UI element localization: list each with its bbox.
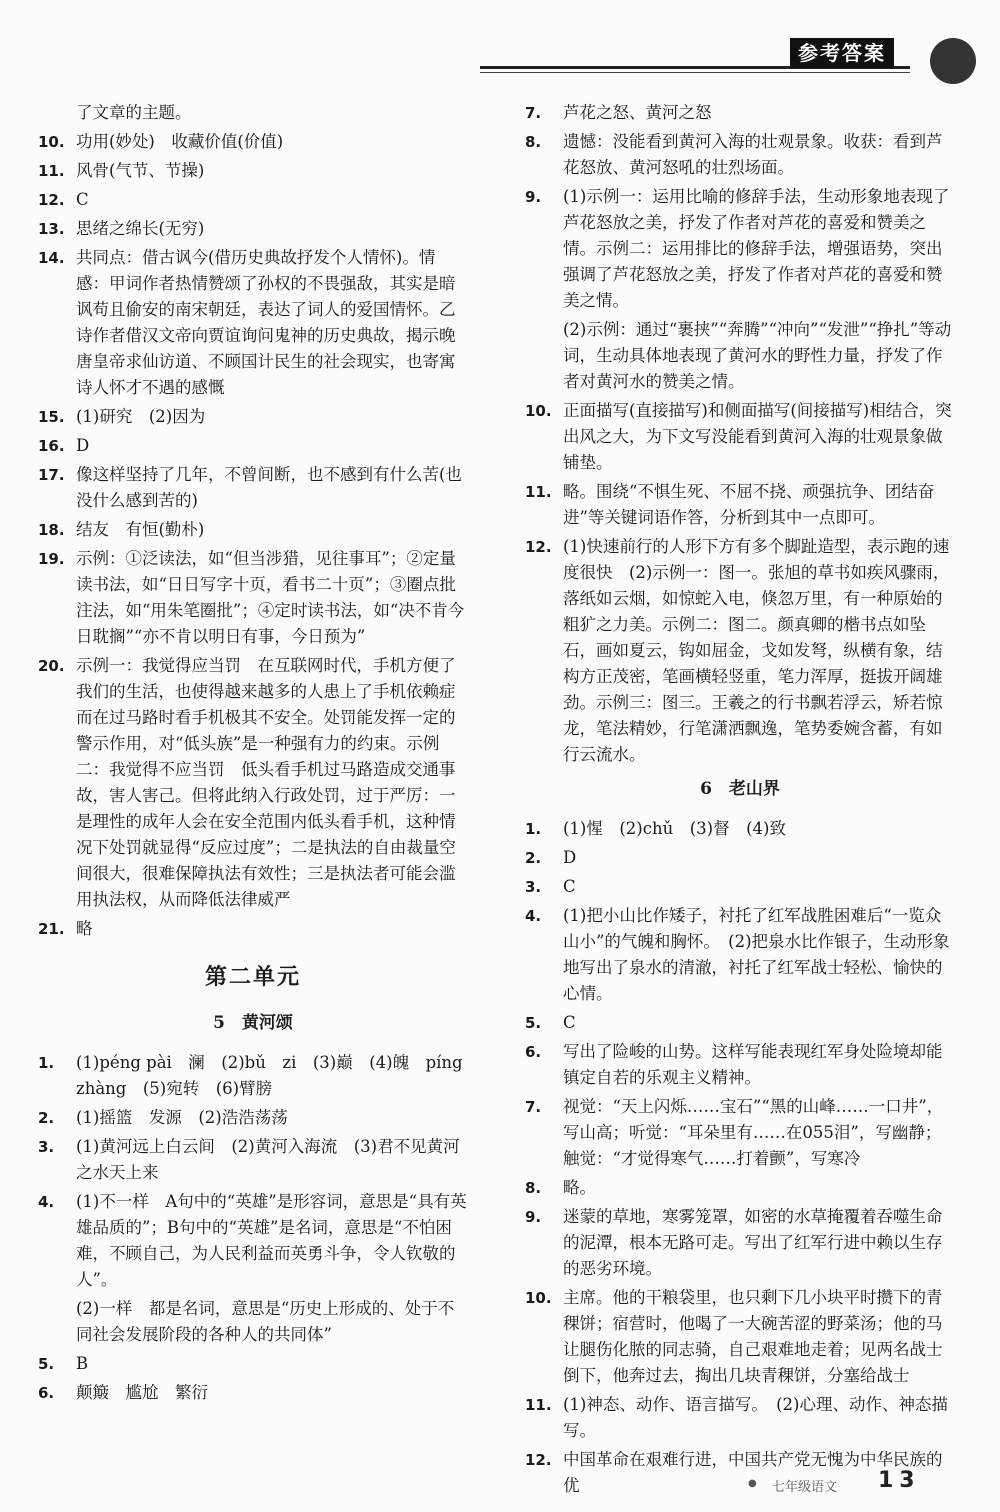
lesson5-answer-list bbox=[38, 1050, 468, 1406]
answer-item bbox=[525, 129, 955, 181]
answer-number: 1. bbox=[38, 1054, 55, 1072]
answer-text: (1)péng pài 澜 (2)bǔ zi (3)巅 (4)魄 píng zhàng (5)宛转 (6)臂膀 bbox=[76, 1053, 463, 1098]
answer-text: 略。围绕“不惧生死、不屈不挠、顽强抗争、团结奋进”等关键词语作答，分析到其中一点即可。 bbox=[563, 482, 935, 527]
answer-text: D bbox=[76, 436, 90, 455]
answer-item bbox=[38, 1189, 468, 1293]
answer-number: 2. bbox=[38, 1109, 55, 1127]
answer-number: 16. bbox=[38, 437, 65, 455]
answer-text: C bbox=[563, 1013, 576, 1032]
answer-item bbox=[38, 517, 468, 543]
answer-text: (1)示例一：运用比喻的修辞手法，生动形象地表现了芦花怒放之美，抒发了作者对芦花的喜爱和赞美之情。示例二：运用排比的修辞手法，增强语势，突出强调了芦花怒放之美，抒发了作者对芦花的喜爱和赞美之情。 bbox=[563, 187, 950, 310]
answer-text: (1)神态、动作、语言描写。 (2)心理、动作、神态描写。 bbox=[563, 1395, 948, 1440]
answer-number: 10. bbox=[38, 133, 65, 151]
answer-number: 7. bbox=[525, 1098, 542, 1116]
answer-item bbox=[525, 816, 955, 842]
answer-text: D bbox=[563, 848, 577, 867]
answer-number: 11. bbox=[525, 1396, 552, 1414]
answer-item bbox=[38, 1050, 468, 1102]
answer-text: 示例一：我觉得应当罚 在互联网时代，手机方便了我们的生活，也使得越来越多的人患上了手机依赖症 而在过马路时看手机极其不安全。处罚能发挥一定的警示作用，对“低头族”是一种强有力的约束。示例二：我觉得不应当罚 低头看手机过马路造成交通事故，害人害己。但将此纳入行政处罚，过于严厉：一是理性的成年人会在安全范围内低头看手机，这种情况下处罚就显得“反应过度”；二是执法的自由裁量空间很大，很难保障执法有效性；三是执法者可能会滥用执法权，从而降低法律威严 bbox=[76, 656, 472, 909]
answer-number: 12. bbox=[525, 538, 552, 556]
answer-text: 遗憾：没能看到黄河入海的壮观景象。收获：看到芦花怒放、黄河怒吼的壮烈场面。 bbox=[563, 132, 943, 177]
answer-number: 11. bbox=[525, 483, 552, 501]
answer-number: 2. bbox=[525, 849, 542, 867]
answer-item bbox=[38, 187, 468, 213]
answer-text: 略 bbox=[76, 919, 93, 938]
answer-text: 视觉：“天上闪烁……宝石”“黑的山峰……一口井”，写山高；听觉：“耳朵里有……在055泪”，写幽静；触觉：“才觉得寒气……打着颤”，写寒冷 bbox=[563, 1097, 944, 1168]
answer-number: 4. bbox=[38, 1193, 55, 1211]
answer-item bbox=[525, 1285, 955, 1389]
answer-text: 风骨(气节、节操) bbox=[76, 161, 205, 180]
answer-number: 8. bbox=[525, 1179, 542, 1197]
answer-number: 8. bbox=[525, 133, 542, 151]
answer-item bbox=[38, 404, 468, 430]
answer-number: 15. bbox=[38, 408, 65, 426]
answer-text: (1)把小山比作矮子，衬托了红军战胜困难后“一览众山小”的气魄和胸怀。 (2)把泉水比作银子，生动形象地写出了泉水的清澈，衬托了红军战士轻松、愉快的心情。 bbox=[563, 906, 950, 1003]
answer-text: (1)不一样 A句中的“英雄”是形容词，意思是“具有英雄品质的”；B句中的“英雄”是名词，意思是“不怕困难，不顾自己，为人民利益而英勇斗争，令人钦敬的人”。 bbox=[76, 1192, 467, 1289]
header-rule-thin bbox=[480, 72, 910, 73]
answer-item bbox=[525, 1175, 955, 1201]
left-answer-list bbox=[38, 100, 472, 942]
left-column bbox=[38, 100, 472, 1409]
answer-text: 功用(妙处) 收藏价值(价值) bbox=[76, 132, 284, 151]
answer-item bbox=[525, 534, 955, 768]
answer-number: 13. bbox=[38, 220, 65, 238]
answer-text: (2)一样 都是名词，意思是“历史上形成的、处于不同社会发展阶段的各种人的共同体” bbox=[76, 1299, 455, 1344]
answer-item bbox=[525, 1392, 955, 1444]
footer-dot-icon: ● bbox=[748, 1478, 757, 1489]
answer-item bbox=[38, 1351, 468, 1377]
answer-number: 17. bbox=[38, 466, 65, 484]
answer-text: 了文章的主题。 bbox=[76, 103, 192, 122]
answer-item bbox=[38, 462, 468, 514]
answer-number: 9. bbox=[525, 1208, 542, 1226]
answer-text: (1)研究 (2)因为 bbox=[76, 407, 206, 426]
answer-item bbox=[38, 1105, 468, 1131]
answer-number: 19. bbox=[38, 550, 65, 568]
answer-item bbox=[525, 1039, 955, 1091]
answer-text: 芦花之怒、黄河之怒 bbox=[563, 103, 712, 122]
answer-item bbox=[38, 433, 468, 459]
answer-number: 10. bbox=[525, 1289, 552, 1307]
answer-number: 10. bbox=[525, 402, 552, 420]
answer-text: 颠簸 尴尬 繁衍 bbox=[76, 1383, 208, 1402]
answer-number: 21. bbox=[38, 920, 65, 938]
answer-number: 5. bbox=[525, 1014, 542, 1032]
answer-text: (1)惺 (2)chǔ (3)督 (4)致 bbox=[563, 819, 786, 838]
right-column bbox=[525, 100, 955, 1502]
answer-number: 12. bbox=[38, 191, 65, 209]
header-label: 参考答案 bbox=[790, 38, 894, 68]
answer-item bbox=[525, 903, 955, 1007]
answer-text: B bbox=[76, 1354, 89, 1373]
answer-item bbox=[38, 129, 468, 155]
answer-text: (1)摇篮 发源 (2)浩浩荡荡 bbox=[76, 1108, 288, 1127]
lesson6-answer-list bbox=[525, 816, 955, 1499]
answer-number: 20. bbox=[38, 657, 65, 675]
unit-title: 第二单元 bbox=[204, 964, 301, 990]
footer-text: 七年级语文 bbox=[772, 1480, 838, 1495]
lesson6-title: 6 老山界 bbox=[700, 779, 780, 799]
answer-item bbox=[38, 916, 468, 942]
answer-text: (1)黄河远上白云间 (2)黄河入海流 (3)君不见黄河之水天上来 bbox=[76, 1137, 460, 1182]
answer-number: 14. bbox=[38, 249, 65, 267]
answer-number: 6. bbox=[38, 1384, 55, 1402]
answer-text: 略。 bbox=[563, 1178, 596, 1197]
answer-item bbox=[525, 1010, 955, 1036]
answer-item bbox=[38, 158, 468, 184]
answer-text: 主席。他的干粮袋里，也只剩下几小块平时攒下的青稞饼；宿营时，他喝了一大碗苦涩的野菜汤；他的马让腿伤化脓的同志骑，自己艰难地走着；见两名战士倒下，他奔过去，掏出几块青稞饼，分塞给战士 bbox=[563, 1288, 943, 1385]
answer-item bbox=[38, 1296, 468, 1348]
right-answer-list bbox=[525, 100, 955, 768]
answer-text: (2)示例：通过“裹挟”“奔腾”“冲向”“发泄”“挣扎”等动词，生动具体地表现了黄河水的野性力量，抒发了作者对黄河水的赞美之情。 bbox=[563, 320, 952, 391]
answer-number: 4. bbox=[525, 907, 542, 925]
answer-number: 1. bbox=[525, 820, 542, 838]
answer-item bbox=[38, 245, 468, 401]
answer-item bbox=[525, 184, 955, 314]
answer-number: 5. bbox=[38, 1355, 55, 1373]
answer-number: 6. bbox=[525, 1043, 542, 1061]
answer-item bbox=[525, 1094, 955, 1172]
answer-text: 结友 有恒(勤朴) bbox=[76, 520, 205, 539]
answer-text: 迷蒙的草地，寒雾笼罩，如密的水草掩覆着吞噬生命的泥潭，根本无路可走。写出了红军行进中赖以生存的恶劣环境。 bbox=[563, 1207, 943, 1278]
lesson5-title: 5 黄河颂 bbox=[213, 1013, 293, 1033]
answer-text: (1)快速前行的人形下方有多个脚趾造型，表示跑的速度很快 (2)示例一：图一。张旭的草书如疾风骤雨，落纸如云烟，如惊蛇入电，倏忽万里，有一种原始的粗犷之力美。示例二：图二。颜真卿的楷书点如坠石，画如夏云，钩如屈金，戈如发弩，纵横有象，结构方正茂密，笔画横轻竖重，笔力浑厚，挺拔开阔雄劲。示例三：图三。王羲之的行书飘若浮云，矫若惊龙，笔法精妙，行笔潇洒飘逸，笔势委婉含蓄，有如行云流水。 bbox=[563, 537, 950, 764]
answer-number: 18. bbox=[38, 521, 65, 539]
answer-text: 思绪之绵长(无穷) bbox=[76, 219, 205, 238]
answer-item bbox=[38, 1380, 468, 1406]
answer-text: 正面描写(直接描写)和侧面描写(间接描写)相结合，突出风之大，为下文写没能看到黄河入海的壮观景象做铺垫。 bbox=[563, 401, 952, 472]
answer-item bbox=[525, 100, 955, 126]
answer-item bbox=[38, 100, 468, 126]
answer-item bbox=[38, 216, 468, 242]
answer-text: 示例：①泛读法，如“但当涉猎，见往事耳”；②定量读书法，如“日日写字十页，看书二十页”；③圈点批注法，如“用朱笔圈批”；④定时读书法，如“决不肯今日耽搁”“亦不肯以明日有事，今日预为” bbox=[76, 549, 465, 646]
answer-item bbox=[38, 1134, 468, 1186]
answer-text: 写出了险峻的山势。这样写能表现红军身处险境却能镇定自若的乐观主义精神。 bbox=[563, 1042, 943, 1087]
answer-number: 3. bbox=[525, 878, 542, 896]
answer-number: 3. bbox=[38, 1138, 55, 1156]
header-logo-icon bbox=[930, 38, 976, 84]
answer-number: 11. bbox=[38, 162, 65, 180]
answer-text: 共同点：借古讽今(借历史典故抒发个人情怀)。情感：甲词作者热情赞颂了孙权的不畏强敌，其实是暗讽苟且偷安的南宋朝廷，表达了词人的爱国情怀。乙诗作者借汉文帝向贾谊询问鬼神的历史典故，揭示晚唐皇帝求仙访道、不顾国计民生的社会现实，也寄寓诗人怀才不遇的感慨 bbox=[76, 248, 456, 397]
answer-item bbox=[525, 317, 955, 395]
answer-item bbox=[525, 1204, 955, 1282]
answer-number: 12. bbox=[525, 1451, 552, 1469]
answer-item bbox=[38, 546, 468, 650]
answer-item bbox=[38, 653, 472, 913]
page-number: 13 bbox=[878, 1468, 921, 1493]
answer-text: 中国革命在艰难行进，中国共产党无愧为中华民族的优 bbox=[563, 1450, 943, 1495]
answer-number: 9. bbox=[525, 188, 542, 206]
answer-text: C bbox=[563, 877, 576, 896]
answer-item bbox=[525, 874, 955, 900]
answer-number: 7. bbox=[525, 104, 542, 122]
answer-text: 像这样坚持了几年，不曾间断，也不感到有什么苦(也没什么感到苦的) bbox=[76, 465, 462, 510]
answer-item bbox=[525, 398, 955, 476]
answer-item bbox=[525, 845, 955, 871]
page-footer bbox=[748, 1468, 988, 1498]
answer-item bbox=[525, 479, 955, 531]
answer-text: C bbox=[76, 190, 89, 209]
